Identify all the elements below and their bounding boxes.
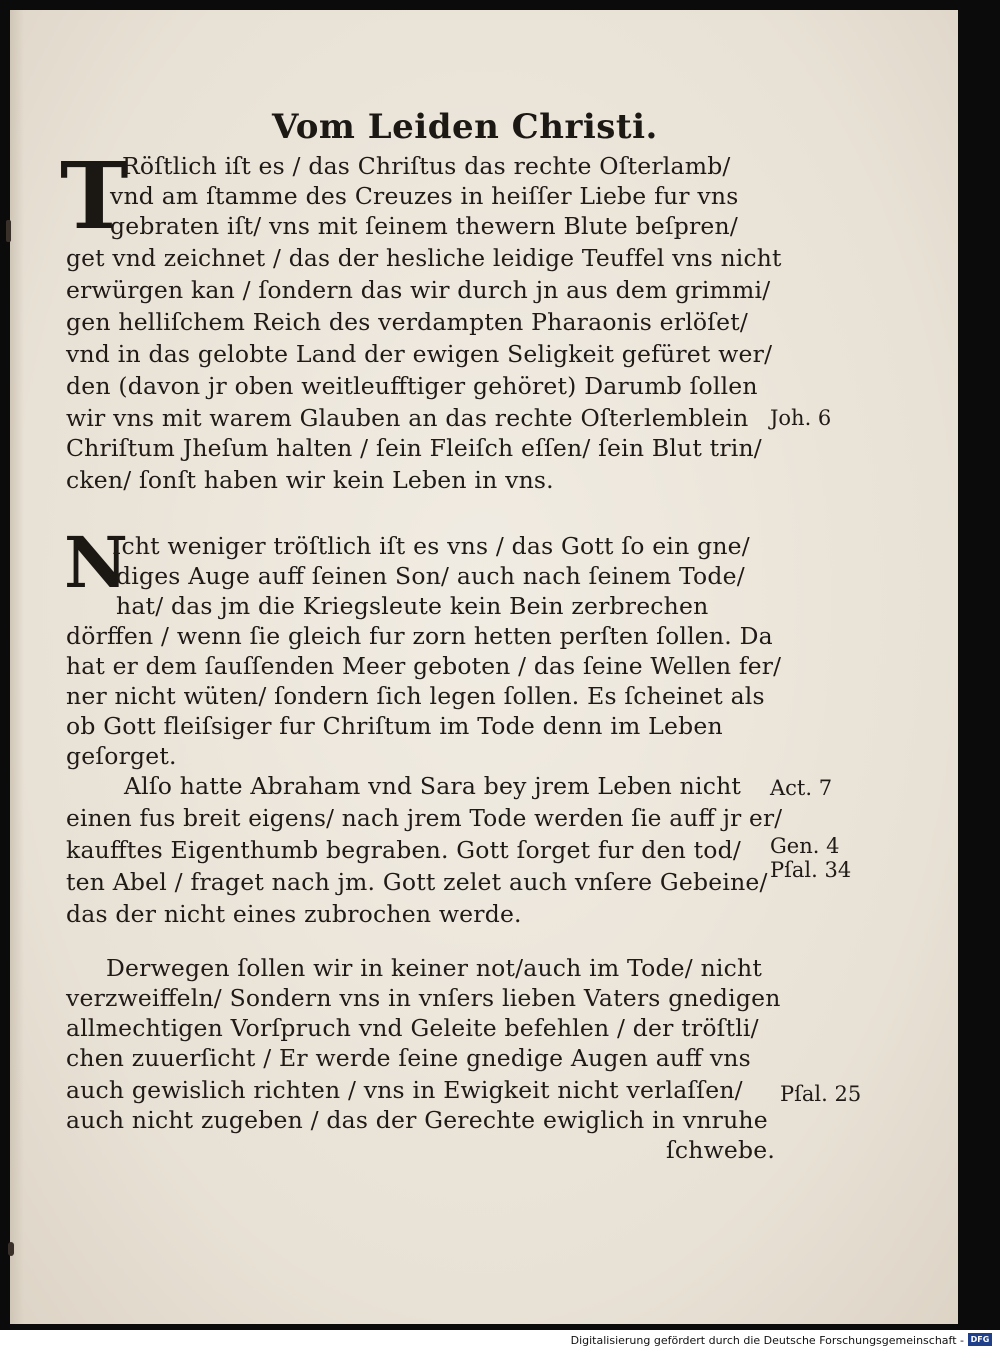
margin-note-psal34: Pſal. 34 (770, 858, 852, 882)
text-line: Icht weniger tröſtlich iſt es vns / das Gott ſo ein gne/ (112, 532, 750, 560)
text-line: allmechtigen Vorſpruch vnd Geleite befehlen / der tröſtli/ (66, 1014, 759, 1042)
margin-note-gen: Gen. 4 (770, 834, 840, 858)
text-line: diges Auge auﬀ ſeinen Son/ auch nach ſeinem Tode/ (116, 562, 745, 590)
text-line: wir vns mit warem Glauben an das rechte Oſterlemblein (66, 404, 749, 432)
text-line: ten Abel / fraget nach jm. Gott zelet auch vnſere Gebeine/ (66, 868, 768, 896)
margin-note-act: Act. 7 (770, 776, 833, 800)
text-line: verzweiﬀeln/ Sondern vns in vnſers lieben Vaters gnedigen (66, 984, 781, 1012)
text-line: chen zuuerſicht / Er werde ſeine gnedige Augen auﬀ vns (66, 1044, 751, 1072)
text-line: hat/ das jm die Kriegsleute kein Bein zerbrechen (116, 592, 709, 620)
text-line: Alſo hatte Abraham vnd Sara bey jrem Leben nicht (124, 772, 742, 800)
dfg-logo-icon: DFG (968, 1333, 992, 1346)
text-line: Chriſtum Jheſum halten / ſein Fleiſch eſſen/ ſein Blut trin/ (66, 434, 762, 462)
text-line: gen helliſchem Reich des verdampten Pharaonis erlöſet/ (66, 308, 749, 336)
margin-note-joh: Joh. 6 (770, 406, 832, 430)
text-line: vnd am ſtamme des Creuzes in heiſſer Liebe fur vns (110, 182, 739, 210)
ink-blot (6, 220, 11, 242)
page-title: Vom Leiden Christi. (272, 107, 658, 147)
text-line: get vnd zeichnet / das der hesliche leidige Teuffel vns nicht (66, 244, 782, 272)
text-line: auch gewislich richten / vns in Ewigkeit nicht verlaſſen/ (66, 1076, 743, 1104)
text-line: gebraten iſt/ vns mit ſeinem thewern Blute beſpren/ (110, 212, 738, 240)
dropcap-n: N (64, 521, 128, 604)
text-line: ner nicht wüten/ ſondern ſich legen ſollen. Es ſcheinet als (66, 682, 765, 710)
text-line: cken/ ſonſt haben wir kein Leben in vns. (66, 466, 554, 494)
text-line: kauﬀtes Eigenthumb begraben. Gott ſorget fur den tod/ (66, 836, 741, 864)
margin-note-psal25: Pſal. 25 (780, 1082, 862, 1106)
text-line: einen fus breit eigens/ nach jrem Tode werden ſie auﬀ jr er/ (66, 804, 783, 832)
footer-credit: Digitalisierung gefördert durch die Deutsche Forschungsgemeinschaft - (570, 1334, 964, 1347)
text-line: auch nicht zugeben / das der Gerechte ewiglich in vnruhe (66, 1106, 768, 1134)
text-line: das der nicht eines zubrochen werde. (66, 900, 522, 928)
text-line: geſorget. (66, 742, 177, 770)
text-line: ob Gott fleiſsiger fur Chriſtum im Tode denn im Leben (66, 712, 723, 740)
ink-blot (8, 1242, 14, 1256)
page-fold-shadow (10, 10, 24, 1324)
text-line: ſchwebe. (666, 1136, 776, 1164)
text-line: dörﬀen / wenn ſie gleich fur zorn hetten perſten ſollen. Da (66, 622, 773, 650)
text-line: vnd in das gelobte Land der ewigen Seligkeit gefüret wer/ (66, 340, 773, 368)
text-line: Röſtlich iſt es / das Chriſtus das rechte Oſterlamb/ (122, 152, 731, 180)
text-line: den (davon jr oben weitleuﬀtiger gehöret) Darumb ſollen (66, 372, 758, 400)
text-line: Derwegen ſollen wir in keiner not/auch im Tode/ nicht (106, 954, 762, 982)
text-line: hat er dem ſauſſenden Meer geboten / das ſeine Wellen fer/ (66, 652, 782, 680)
book-page (10, 10, 958, 1324)
text-line: erwürgen kan / ſondern das wir durch jn aus dem grimmi/ (66, 276, 771, 304)
dropcap-t: T (60, 142, 129, 250)
